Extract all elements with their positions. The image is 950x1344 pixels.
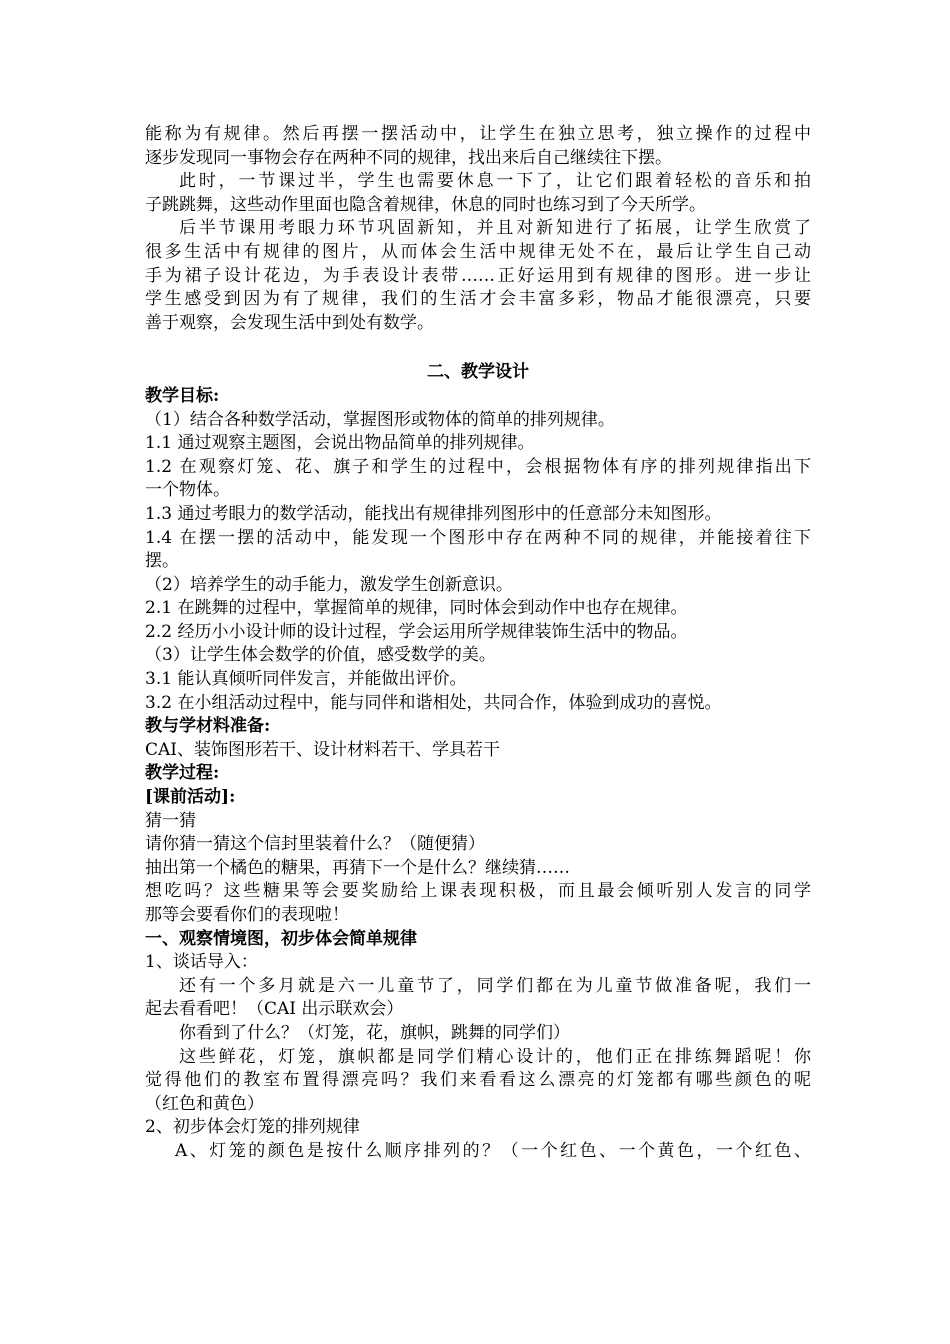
text-line: 子跳跳舞，这些动作里面也隐含着规律，休息的同时也练习到了今天所学。 [145, 194, 706, 215]
document-body [145, 123, 811, 1164]
goal-item: 一个物体。 [145, 480, 230, 501]
process-heading: 教学过程: [145, 763, 220, 784]
text-line: 逐步发现同一事物会存在两种不同的规律，找出来后自己继续往下摆。 [145, 147, 672, 168]
goal-item: 摆。 [145, 551, 179, 572]
goal-item: 2.1 在跳舞的过程中，掌握简单的规律，同时体会到动作中也存在规律。 [145, 598, 688, 619]
step-heading: 2、初步体会灯笼的排列规律 [145, 1117, 360, 1138]
goal-item: 3.2 在小组活动过程中，能与同伴和谐相处，共同合作，体验到成功的喜悦。 [145, 692, 722, 713]
text-line: 手为裙子设计花边，为手表设计表带……正好运用到有规律的图形。进一步让 [145, 265, 811, 286]
text-line: 请你猜一猜这个信封里装着什么？（随便猜） [145, 834, 485, 855]
goals-heading: 教学目标: [145, 385, 220, 406]
section-title: 二、教学设计 [427, 362, 529, 383]
materials-heading: 教与学材料准备: [145, 716, 271, 737]
text-line: 猜一猜 [145, 810, 196, 831]
text-line: （红色和黄色） [145, 1093, 264, 1114]
goal-item: 1.2 在观察灯笼、花、旗子和学生的过程中，会根据物体有序的排列规律指出下 [145, 456, 811, 477]
goal-item: （1）结合各种数学活动，掌握图形或物体的简单的排列规律。 [145, 409, 615, 430]
text-line: 后半节课用考眼力环节巩固新知，并且对新知进行了拓展，让学生欣赏了 [179, 218, 811, 239]
text-line: 能称为有规律。然后再摆一摆活动中，让学生在独立思考，独立操作的过程中 [145, 124, 811, 144]
text-line: 学生感受到因为有了规律，我们的生活才会丰富多彩，物品才能很漂亮，只要 [145, 289, 811, 310]
goal-item: （3）让学生体会数学的价值，感受数学的美。 [145, 645, 496, 666]
materials-text: CAI、装饰图形若干、设计材料若干、学具若干 [145, 739, 500, 760]
text-line: A、灯笼的颜色是按什么顺序排列的？（一个红色、一个黄色，一个红色、 [175, 1140, 811, 1161]
text-line: 这些鲜花，灯笼，旗帜都是同学们精心设计的，他们正在排练舞蹈呢！你 [179, 1046, 811, 1067]
text-line: 那等会要看你们的表现啦！ [145, 905, 349, 925]
goal-item: （2）培养学生的动手能力，激发学生创新意识。 [145, 574, 513, 595]
part1-heading: 一、观察情境图，初步体会简单规律 [145, 928, 417, 949]
goal-item: 1.3 通过考眼力的数学活动，能找出有规律排列图形中的任意部分未知图形。 [145, 503, 722, 524]
text-line: 觉得他们的教室布置得漂亮吗？我们来看看这么漂亮的灯笼都有哪些颜色的呢 [145, 1070, 811, 1091]
step-heading: 1、谈话导入： [145, 952, 258, 973]
text-line: 还有一个多月就是六一儿童节了，同学们都在为儿童节做准备呢，我们一 [179, 975, 811, 996]
text-line: 善于观察，会发现生活中到处有数学。 [145, 312, 434, 333]
text-line: 你看到了什么？（灯笼，花，旗帜，跳舞的同学们） [179, 1022, 570, 1043]
text-line: 抽出第一个橘色的糖果，再猜下一个是什么？继续猜…… [145, 857, 570, 878]
pre-activity-heading: [课前活动]: [145, 787, 236, 808]
text-line: 起去看看吧！（CAI 出示联欢会） [145, 999, 404, 1020]
goal-item: 1.4 在摆一摆的活动中，能发现一个图形中存在两种不同的规律，并能接着往下 [145, 527, 811, 548]
text-line: 想吃吗？这些糖果等会要奖励给上课表现积极，而且最会倾听别人发言的同学 [145, 881, 811, 902]
text-line: 很多生活中有规律的图片，从而体会生活中规律无处不在，最后让学生自己动 [145, 241, 811, 262]
goal-item: 3.1 能认真倾听同伴发言，并能做出评价。 [145, 669, 467, 690]
text-line: 此时，一节课过半，学生也需要休息一下了，让它们跟着轻松的音乐和拍 [179, 171, 811, 192]
goal-item: 2.2 经历小小设计师的设计过程，学会运用所学规律装饰生活中的物品。 [145, 621, 688, 642]
goal-item: 1.1 通过观察主题图，会说出物品简单的排列规律。 [145, 433, 535, 454]
